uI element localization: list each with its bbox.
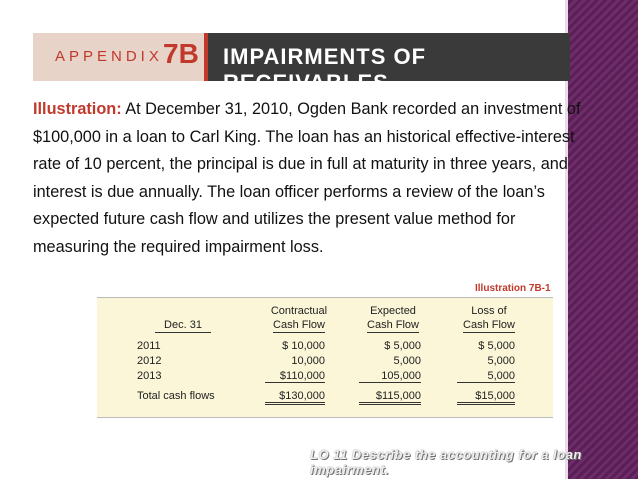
appendix-word: APPENDIX: [55, 48, 163, 65]
row-loss: $ 5,000: [478, 340, 515, 352]
header-expected-1: Expected: [370, 305, 416, 317]
illustration-label: Illustration:: [33, 100, 122, 118]
row-year: 2013: [137, 370, 162, 382]
header-date: Dec. 31: [155, 318, 211, 333]
total-label: Total cash flows: [137, 390, 215, 402]
header-contractual-2: Cash Flow: [273, 319, 325, 331]
learning-objective-footer: LO 11 Describe the accounting for a loan impairment.: [310, 447, 582, 477]
total-loss: $15,000: [457, 390, 515, 405]
row-contractual: $110,000: [265, 370, 325, 383]
appendix-badge: [33, 33, 208, 81]
header-loss-2: Cash Flow: [463, 319, 515, 331]
illustration-id: Illustration 7B-1: [475, 283, 551, 294]
total-contractual: $130,000: [265, 390, 325, 405]
header-expected-2: Cash Flow: [367, 319, 419, 331]
row-contractual: 10,000: [291, 355, 325, 367]
total-expected: $115,000: [359, 390, 421, 405]
row-year: 2011: [137, 340, 161, 352]
row-year: 2012: [137, 355, 162, 367]
page-title: IMPAIRMENTS OF RECEIVABLES: [223, 44, 427, 95]
row-expected: 5,000: [393, 355, 421, 367]
row-contractual: $ 10,000: [282, 340, 325, 352]
body-paragraph: [33, 96, 593, 262]
header-contractual-1: Contractual: [270, 305, 328, 317]
header-loss-1: Loss of: [471, 305, 507, 317]
header-bar: [33, 33, 570, 95]
body-text: At December 31, 2010, Ogden Bank recorded an investment of $100,000 in a loan to Carl King. The loan has an historical effective-interest rate of 10 percent, the principal is due in full at maturity in three years, and interest is due annually. The loan officer performs a review of the loan’s expected future cash flow and utilizes the present value method for measuring the required impairment loss.: [33, 100, 581, 256]
row-expected: $ 5,000: [384, 340, 421, 352]
row-loss: 5,000: [487, 355, 515, 367]
row-expected: 105,000: [359, 370, 421, 383]
cash-flow-table: [97, 297, 553, 418]
row-loss: 5,000: [457, 370, 515, 383]
appendix-number: 7B: [163, 38, 199, 69]
